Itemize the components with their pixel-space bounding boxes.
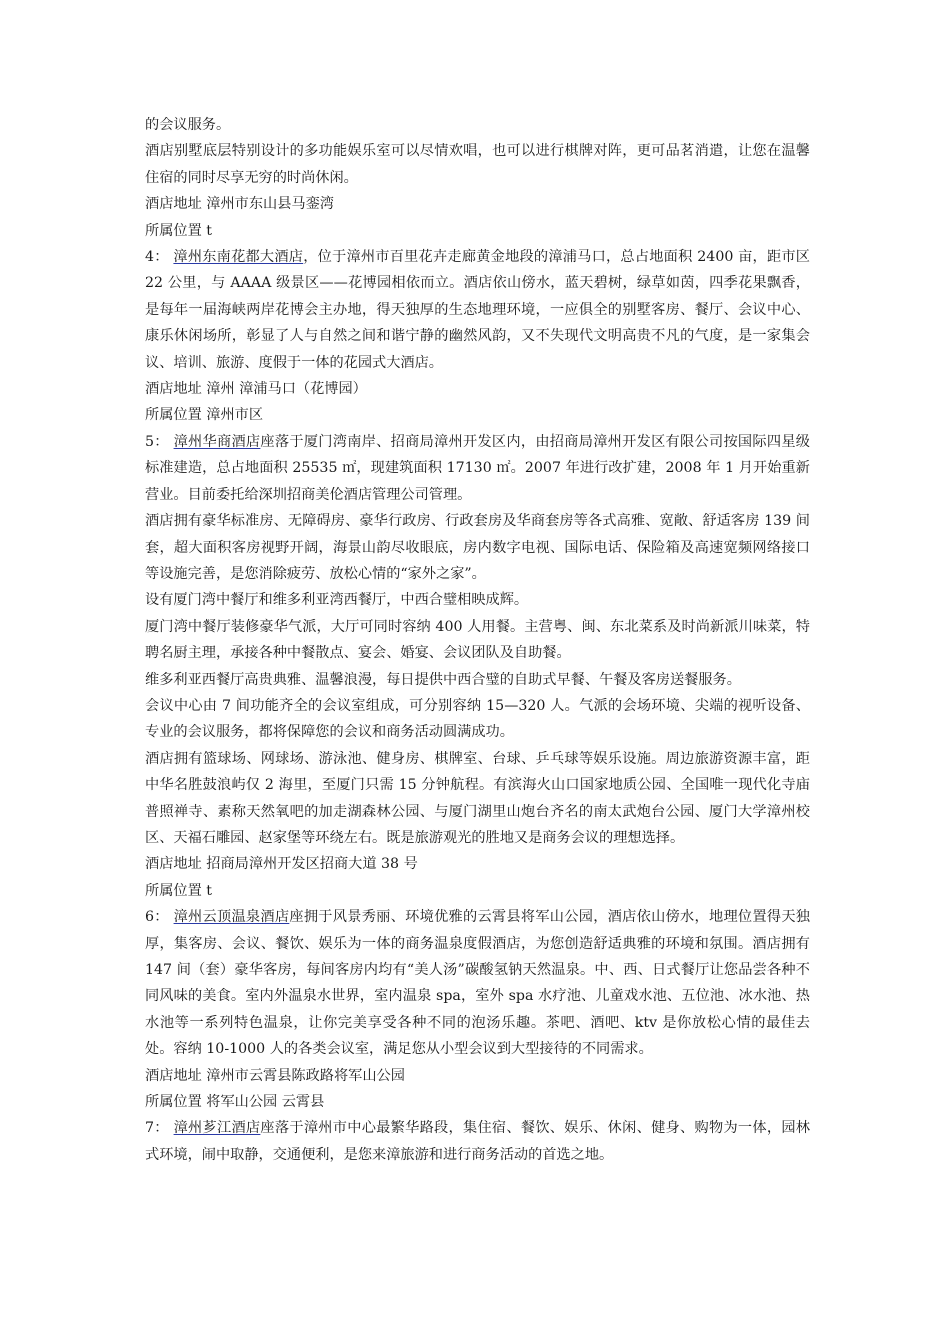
paragraph — [145, 244, 810, 376]
hotel-link[interactable]: 漳州华商酒店 — [173, 433, 261, 450]
paragraph — [145, 1063, 810, 1089]
paragraph-text: 座落于漳州市中心最繁华路段，集住宿、餐饮、娱乐、休闲、健身、购物为一体，园林式环境，闹中取静，交通便利，是您来漳旅游和进行商务活动的首选之地。 — [145, 1120, 810, 1163]
hotel-link[interactable]: 漳州云顶温泉酒店 — [173, 909, 290, 926]
paragraph-text: 所属位置 t — [145, 222, 212, 239]
paragraph — [145, 851, 810, 877]
paragraph — [145, 429, 810, 508]
paragraph-text: 所属位置 漳州市区 — [145, 407, 264, 424]
paragraph-text: 会议中心由 7 间功能齐全的会议室组成，可分别容纳 15—320 人。气派的会场环境、尖端的视听设备、专业的会议服务，都将保障您的会议和商务活动圆满成功。 — [145, 697, 810, 741]
item-number: 5： — [145, 433, 174, 450]
paragraph — [145, 587, 810, 613]
paragraph-text: 设有厦门湾中餐厅和维多利亚湾西餐厅，中西合璧相映成辉。 — [145, 592, 529, 609]
document-page — [145, 112, 810, 1168]
paragraph — [145, 218, 810, 244]
paragraph-text: 所属位置 t — [145, 882, 212, 899]
paragraph — [145, 614, 810, 667]
paragraph-text: 座落于厦门湾南岸、招商局漳州开发区内，由招商局漳州开发区有限公司按国际四星级标准建造，总占地面积 25535 ㎡，现建筑面积 17130 ㎡。2007 年进行改扩建，2008 年 1 月开始重新营业。目前委托给深圳招商美伦酒店管理公司管理。 — [145, 433, 810, 503]
paragraph-text: 酒店地址 漳州 漳浦马口（花博园） — [145, 381, 367, 398]
item-number: 7： — [145, 1120, 174, 1137]
paragraph-text: 所属位置 将军山公园 云霄县 — [145, 1094, 325, 1111]
paragraph — [145, 1115, 810, 1168]
paragraph-text: ，位于漳州市百里花卉走廊黄金地段的漳浦马口，总占地面积 2400 亩，距市区 22 公里，与 AAAA 级景区——花博园相依而立。酒店依山傍水，蓝天碧树，绿草如茵，四季花果飘香，是每年一届海峡两岸花博会主办地，得天独厚的生态地理环境，一应俱全的别墅客房、餐厅、会议中心、康乐休闲场所，彰显了人与自然之间和谐宁静的幽然风韵，又不失现代文明高贵不凡的气度，是一家集会议、培训、旅游、度假于一体的花园式大酒店。 — [145, 249, 810, 371]
paragraph — [145, 376, 810, 402]
paragraph-text: 酒店地址 漳州市云霄县陈政路将军山公园 — [145, 1067, 405, 1084]
paragraph — [145, 508, 810, 587]
paragraph — [145, 693, 810, 746]
paragraph — [145, 1089, 810, 1115]
paragraph — [145, 138, 810, 191]
paragraph-text: 座拥于风景秀丽、环境优雅的云霄县将军山公园，酒店依山傍水，地理位置得天独厚，集客房、会议、餐饮、娱乐为一体的商务温泉度假酒店，为您创造舒适典雅的环境和氛围。酒店拥有 147 间（套）豪华客房，每间客房内均有“美人汤”碳酸氢钠天然温泉。中、西、日式餐厅让您品尝各种不同风味的美食。室内外温泉水世界，室内温泉 spa，室外 spa 水疗池、儿童戏水池、五位池、冰水池、热水池等一系列特色温泉，让你完美享受各种不同的泡汤乐趣。茶吧、酒吧、ktv 是你放松心情的最佳去处。容纳 10-1000 人的各类会议室，满足您从小型会议到大型接待的不同需求。 — [145, 909, 810, 1058]
paragraph — [145, 191, 810, 217]
paragraph — [145, 878, 810, 904]
paragraph — [145, 746, 810, 852]
paragraph-text: 酒店拥有篮球场、网球场、游泳池、健身房、棋牌室、台球、乒乓球等娱乐设施。周边旅游资源丰富，距中华名胜鼓浪屿仅 2 海里，至厦门只需 15 分钟航程。有滨海火山口国家地质公园、全国唯一现代化寺庙普照禅寺、素称天然氧吧的加走湖森林公园、与厦门湖里山炮台齐名的南太武炮台公园、厦门大学漳州校区、天福石雕园、赵家堡等环绕左右。既是旅游观光的胜地又是商务会议的理想选择。 — [145, 750, 810, 846]
hotel-link[interactable]: 漳州东南花都大酒店 — [173, 249, 304, 266]
paragraph-text: 维多利亚西餐厅高贵典雅、温馨浪漫，每日提供中西合璧的自助式早餐、午餐及客房送餐服务。 — [145, 671, 741, 688]
paragraph — [145, 667, 810, 693]
paragraph-text: 酒店地址 招商局漳州开发区招商大道 38 号 — [145, 856, 418, 873]
paragraph — [145, 904, 810, 1062]
item-number: 4： — [145, 249, 174, 266]
paragraph-text: 酒店别墅底层特别设计的多功能娱乐室可以尽情欢唱，也可以进行棋牌对阵，更可品茗消遣，让您在温馨住宿的同时尽享无穷的时尚休闲。 — [145, 143, 810, 186]
hotel-link[interactable]: 漳州芗江酒店 — [173, 1120, 261, 1137]
paragraph-text: 厦门湾中餐厅装修豪华气派，大厅可同时容纳 400 人用餐。主营粤、闽、东北菜系及时尚新派川味菜，特聘名厨主理，承接各种中餐散点、宴会、婚宴、会议团队及自助餐。 — [145, 618, 810, 662]
paragraph-text: 酒店地址 漳州市东山县马銮湾 — [145, 196, 334, 213]
item-number: 6： — [145, 909, 174, 926]
paragraph — [145, 112, 810, 138]
paragraph-text: 酒店拥有豪华标准房、无障碍房、豪华行政房、行政套房及华商套房等各式高雅、宽敞、舒适客房 139 间套，超大面积客房视野开阔，海景山韵尽收眼底，房内数字电视、国际电话、保险箱及高速宽频网络接口等设施完善，是您消除疲劳、放松心情的“家外之家”。 — [145, 513, 810, 582]
paragraph — [145, 402, 810, 428]
paragraph-text: 的会议服务。 — [145, 117, 231, 133]
